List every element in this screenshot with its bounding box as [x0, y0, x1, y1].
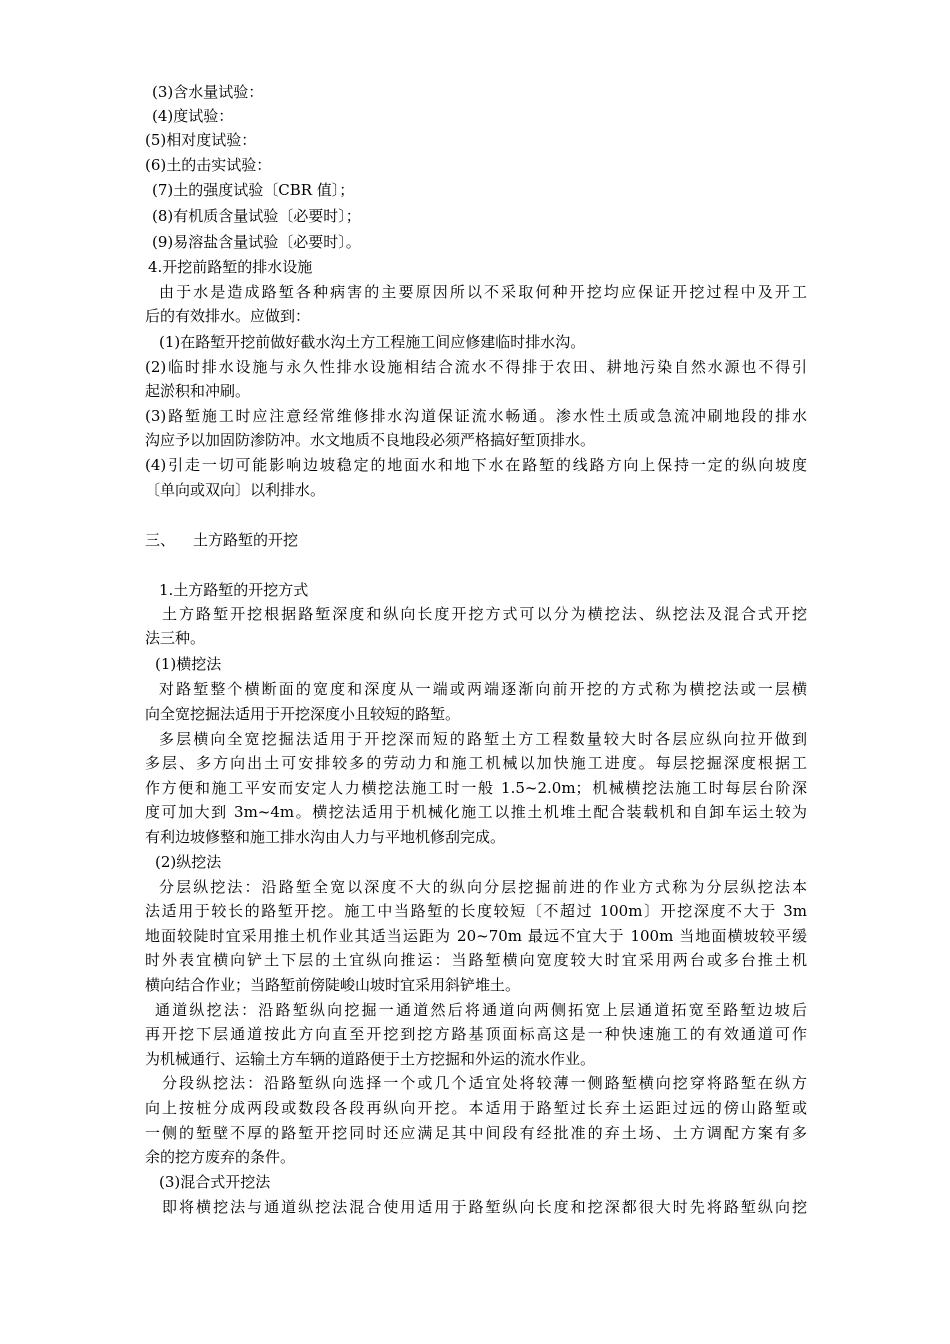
text-line: 沟应予以加固防渗防冲。水文地质不良地段必须严格搞好堑顶排水。	[145, 431, 596, 449]
text-line: 余的挖方废弃的条件。	[145, 1148, 296, 1166]
text-line: 向全宽挖掘法适用于开挖深度小且较短的路堑。	[145, 705, 461, 723]
text-line: 法三种。	[145, 629, 206, 647]
text-line: 多层横向全宽挖掘法适用于开挖深而短的路堑土方工程数量较大时各层应纵向拉开做到	[159, 730, 807, 748]
text-line: 有利边坡修整和施工排水沟由人力与平地机修刮完成。	[145, 828, 506, 846]
text-line: 向上按桩分成两段或数段各段再纵向开挖。本适用于路堑过长弃土运距过远的傍山路堑或	[145, 1099, 807, 1117]
text-line: 一侧的堑壁不厚的路堑开挖同时还应满足其中间段有经批准的弃土场、土方调配方案有多	[145, 1124, 807, 1142]
text-line: 即将横挖法与通道纵挖法混合使用适用于路堑纵向长度和挖深都很大时先将路堑纵向挖	[162, 1198, 807, 1216]
text-line: 分层纵挖法：沿路堑全宽以深度不大的纵向分层挖掘前进的作业方式称为分层纵挖法本	[159, 878, 807, 896]
text-line: (3)含水量试验：	[152, 83, 264, 101]
text-line: 多层、多方向出土可安排较多的劳动力和施工机械以加快施工进度。每层挖掘深度根据工	[145, 754, 807, 772]
text-line: (5)相对度试验：	[145, 131, 257, 149]
chapter-title: 土方路堑的开挖	[193, 531, 299, 549]
text-line: 〔单向或双向〕以利排水。	[145, 481, 326, 499]
text-line: 时外表宜横向铲土下层的土宜纵向推运：当路堑横向宽度较大时宜采用两台或多台推土机	[145, 951, 807, 969]
section-heading: 1.土方路堑的开挖方式	[159, 581, 309, 599]
text-line: 对路堑整个横断面的宽度和深度从一端或两端逐渐向前开挖的方式称为横挖法或一层横	[159, 680, 807, 698]
text-line: 地面较陡时宜采用推土机作业其适当运距为 20~70m 最远不宜大于 100m 当地面横坡较平缓	[145, 927, 807, 945]
text-line: 通道纵挖法：沿路堑纵向挖掘一通道然后将通道向两侧拓宽上层通道拓宽至路堑边坡后	[155, 1001, 807, 1019]
text-line: 分段纵挖法：沿路堑纵向选择一个或几个适宜处将较薄一侧路堑横向挖穿将路堑在纵方	[162, 1074, 807, 1092]
chapter-number: 三、	[145, 531, 176, 549]
subsection-heading: (2)纵挖法	[155, 853, 222, 871]
text-line: (6)土的击实试验：	[145, 156, 272, 174]
text-line: 度可加大到 3m~4m。横挖法适用于机械化施工以推土机堆土配合装载机和自卸车运土较为	[145, 803, 807, 821]
text-line: 横向结合作业；当路堑前傍陡峻山坡时宜采用斜铲堆土。	[145, 976, 521, 994]
subsection-heading: (3)混合式开挖法	[159, 1173, 271, 1191]
text-line: 法适用于较长的路堑开挖。施工中当路堑的长度较短〔不超过 100m〕开挖深度不大于 3m	[145, 902, 807, 920]
text-line: (9)易溶盐含量试验〔必要时〕。	[152, 233, 361, 251]
subsection-heading: (1)横挖法	[155, 655, 222, 673]
text-line: (8)有机质含量试验〔必要时〕；	[152, 207, 361, 225]
text-line: 再开挖下层通道按此方向直至开挖到挖方路基顶面标高这是一种快速施工的有效通道可作	[145, 1025, 807, 1043]
text-line: (2)临时排水设施与永久性排水设施相结合流水不得排于农田、耕地污染自然水源也不得引	[145, 358, 807, 376]
text-line: 为机械通行、运输土方车辆的道路便于土方挖掘和外运的流水作业。	[145, 1050, 596, 1068]
text-line: (4)引走一切可能影响边坡稳定的地面水和地下水在路堑的线路方向上保持一定的纵向坡度	[145, 456, 807, 474]
text-line: 土方路堑开挖根据路堑深度和纵向长度开挖方式可以分为横挖法、纵挖法及混合式开挖	[162, 605, 807, 623]
text-line: 起淤积和冲刷。	[145, 382, 251, 400]
text-line: 由于水是造成路堑各种病害的主要原因所以不采取何种开挖均应保证开挖过程中及开工	[159, 283, 807, 301]
text-line: (3)路堑施工时应注意经常维修排水沟道保证流水畅通。渗水性土质或急流冲刷地段的排水	[145, 407, 807, 425]
text-line: (4)度试验：	[152, 107, 234, 125]
text-line: (1)在路堑开挖前做好截水沟土方工程施工间应修建临时排水沟。	[159, 333, 586, 351]
text-line: (7)土的强度试验〔CBR 值〕；	[152, 181, 355, 199]
section-heading: 4.开挖前路堑的排水设施	[148, 258, 313, 276]
text-line: 作方便和施工平安而安定人力横挖法施工时一般 1.5~2.0m；机械横挖法施工时每层台阶深	[145, 779, 807, 797]
text-line: 后的有效排水。应做到：	[145, 307, 311, 325]
